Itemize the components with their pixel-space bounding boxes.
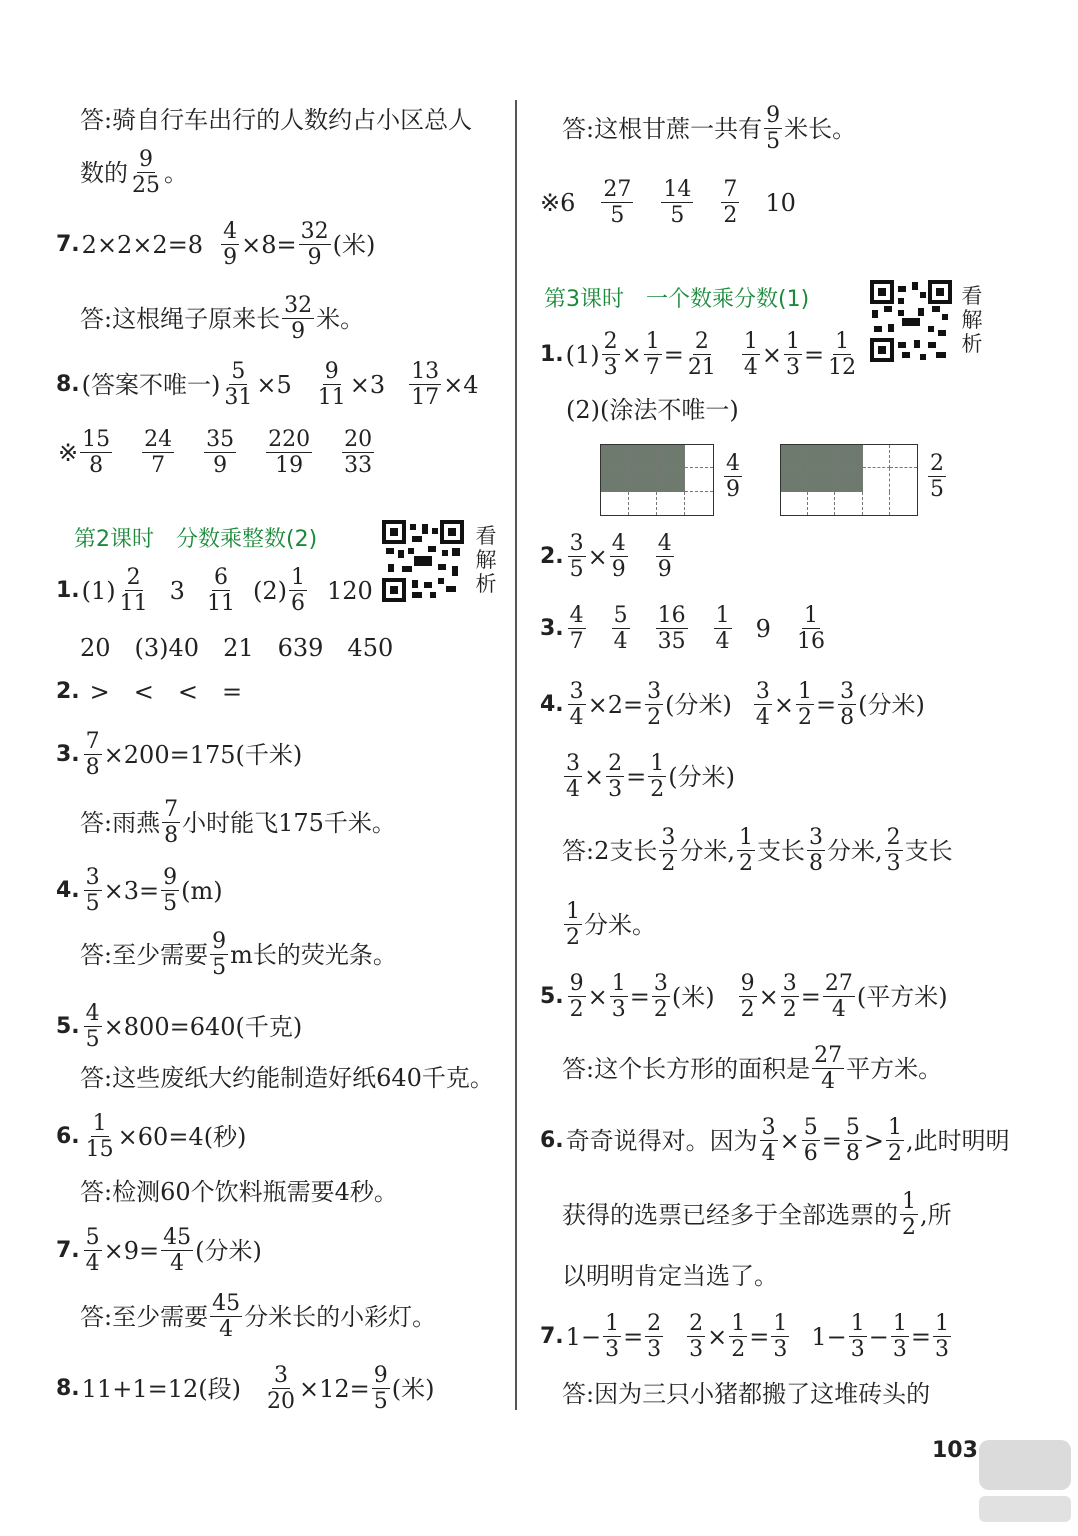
grid-label: 2 5 [930,451,944,503]
column-divider [515,100,517,1410]
lesson2-q4: 4. $\frac{3}{5}$ ×3= $\frac{9}{5}$ (m) [56,865,223,917]
lesson2-q1: 1. (1) 2 11 3 6 11 (2) 1 6 120 [56,565,373,617]
lesson3-q3: 3. 4 7 5 4 16 35 1 4 9 1 16 [540,603,825,655]
question-8: 8. (答案不唯一) $\frac{5}{31}$ ×5 $\frac{9}{11}$ ×3 $\frac{13}{17}$ ×4 [56,359,479,411]
shaded-grid-4-9 [600,444,714,516]
answer-line: 答:雨燕 7 8 小时能飞175千米。 [80,797,396,849]
lesson2-q7: 7. $\frac{5}{4}$ ×9= $\frac{45}{4}$ (分米) [56,1225,262,1277]
answer-line: 答:这些废纸大约能制造好纸640千克。 [80,1064,494,1092]
lesson2-q1-line2: 20 (3)40 21 639 450 [80,634,394,662]
lesson3-q1-part2: (2)(涂法不唯一) [566,396,739,424]
lesson3-q2: 2. $\frac{3}{5}$ × $\frac{4}{9}$ 4 9 [540,531,672,583]
lesson3-q4-line2: 3 4 × 2 3 = 1 2 (分米) [566,751,735,803]
qr-code-icon[interactable] [382,520,464,602]
answer-line: 答:2支长 3 2 分米, 1 2 支长 3 8 分米, 2 3 支长 [562,825,953,877]
answer-line: 1 2 分米。 [566,899,656,951]
grid-label: 4 9 [726,451,740,503]
question-7: 7. 2×2×2=8 $\frac{4}{9}$ ×8= $\frac{32}{9}$ (米) [56,219,376,271]
answer-line: 答:这根绳子原来长 32 9 米。 [80,293,365,345]
page-number: 103 [932,1438,978,1463]
answer-line: 答:骑自行车出行的人数约占小区总人 [80,106,473,134]
answer-line: 答:至少需要 9 5 m长的荧光条。 [80,929,397,981]
watermark-logo-icon [975,1430,1075,1530]
lesson3-q7: 7. 1− $\frac{1}{3}$ = 2 3 2 3 × 1 2 = 1 3 1− $\frac{1}{3}$ − 1 3 = 1 3 [540,1311,949,1363]
view-analysis-label: 看 解 析 [961,284,983,357]
qr-code-icon[interactable] [870,280,952,362]
lesson3-q6: 6. 奇奇说得对。因为 3 4 × 5 6 = 5 8 > 1 2 ,此时明明 [540,1115,1010,1167]
answer-line: 答:这个长方形的面积是 27 4 平方米。 [562,1043,943,1095]
lesson2-q6: 6. $\frac{1}{15}$ ×60=4(秒) [56,1111,247,1163]
lesson3-q4: 4. $\frac{3}{4}$ ×2= $\frac{3}{2}$ (分米) 3 4 × 1 2 = 3 8 (分米) [540,679,925,731]
lesson3-q6-line3: 以明明肯定当选了。 [562,1262,778,1290]
section-title-lesson-2: 第2课时 分数乘整数(2) [74,527,318,552]
lesson3-q1: 1. (1) $\frac{2}{3}$ × $\frac{1}{7}$ = $\frac{2}{21}$ $\frac{1}{4}$ × $\frac{1}{3}$ = $\frac{1}{12}$ [540,329,857,381]
lesson2-q8: 8. 11+1=12(段) $\frac{3}{20}$ ×12= $\frac{9}{5}$ (米) [56,1363,435,1415]
answer-line: 答:因为三只小猪都搬了这堆砖头的 [562,1380,931,1408]
lesson2-q3: 3. $\frac{7}{8}$ ×200=175(千米) [56,729,303,781]
fraction: 9 25 [132,147,160,199]
answer-line: 数的 9 25 。 [80,147,188,199]
answer-line: 答:检测60个饮料瓶需要4秒。 [80,1178,398,1206]
lesson2-q5: 5. $\frac{4}{5}$ ×800=640(千克) [56,1001,303,1053]
extra-answers: ※6 27 5 14 5 7 2 10 [540,177,796,229]
section-title-lesson-3: 第3课时 一个数乘分数(1) [544,287,810,312]
lesson3-q5: 5. 9 2 × 1 3 = 3 2 (米) 9 2 × 3 2 = 27 4 (平方米) [540,971,948,1023]
view-analysis-label: 看 解 析 [475,524,497,597]
shaded-grid-2-5 [780,444,918,516]
answer-line: 答:至少需要 45 4 分米长的小彩灯。 [80,1291,437,1343]
answer-line: 答:这根甘蔗一共有 9 5 米长。 [562,103,857,155]
lesson3-q6-line2: 获得的选票已经多于全部选票的 1 2 ,所 [562,1189,952,1241]
extra-answers: ※ 15 8 24 7 35 9 220 19 20 33 [58,427,373,479]
lesson2-q2: 2. > < < = [56,678,243,706]
